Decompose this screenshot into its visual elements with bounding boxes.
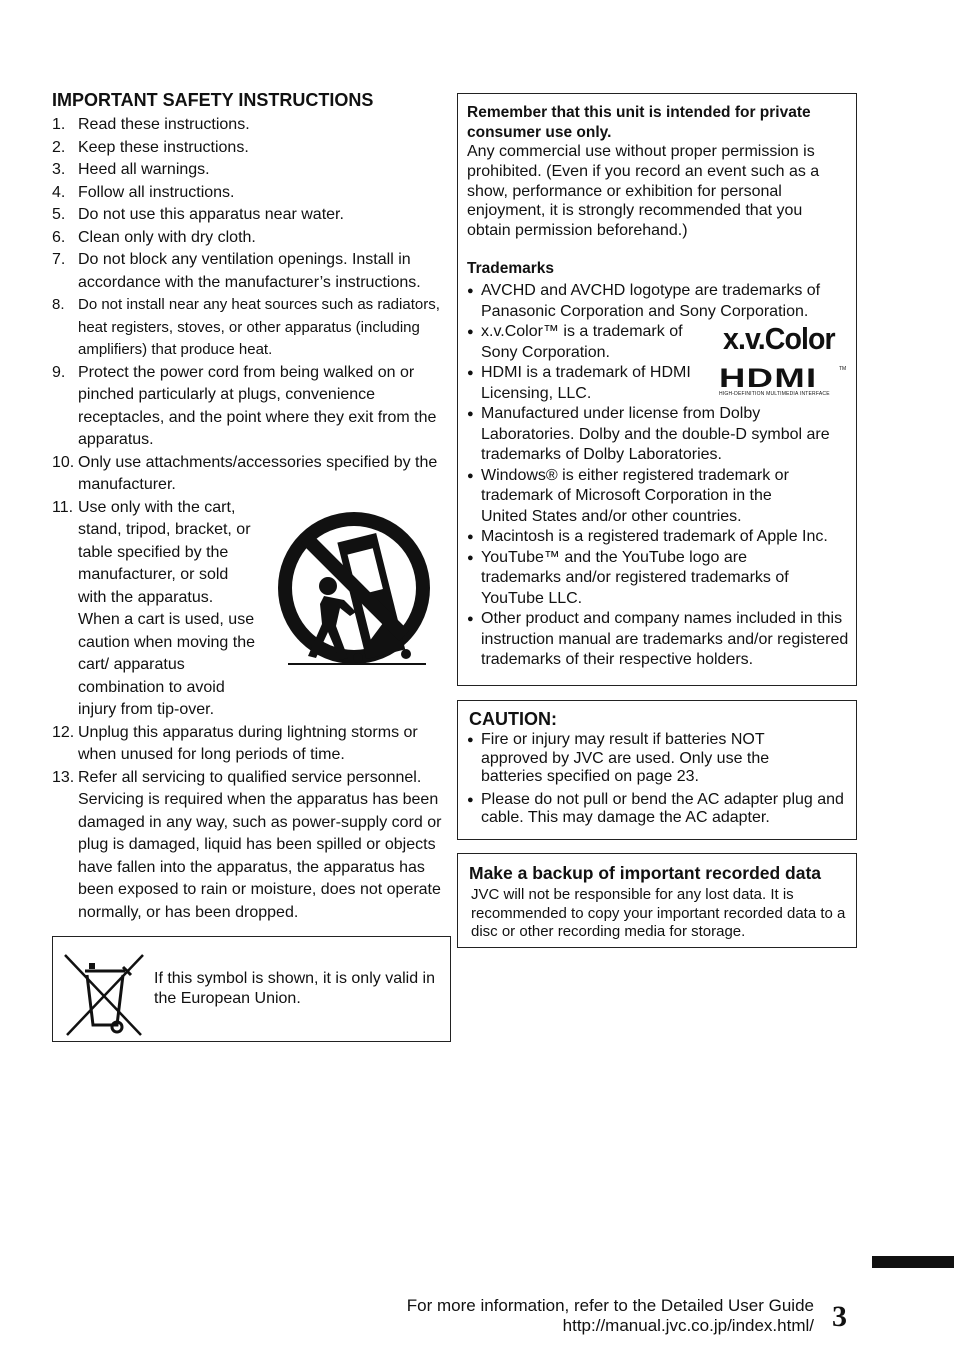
list-item: ● Please do not pull or bend the AC adapter plug and cable. This may damage the AC adapter. bbox=[467, 791, 851, 828]
list-item: ● Other product and company names included in this instruction manual are trademarks and/or registered trademarks of their respective holders. bbox=[467, 609, 853, 671]
cart-tipover-warning-icon bbox=[270, 508, 440, 678]
private-use-trademarks-box bbox=[457, 93, 857, 686]
caution-heading: CAUTION: bbox=[469, 709, 557, 729]
list-item: 2. Keep these instructions. bbox=[52, 138, 249, 156]
section-tab-marker bbox=[872, 1256, 954, 1268]
private-use-heading: Remember that this unit is intended for private consumer use only. bbox=[467, 104, 811, 141]
list-item: 7. Do not block any ventilation openings. Install in accordance with the manufacturer’s instructions. bbox=[52, 251, 421, 291]
hdmi-logo: HDMI TM HIGH-DEFINITION MULTIMEDIA INTERFACE bbox=[719, 363, 847, 397]
caution-box bbox=[457, 700, 857, 840]
footer-guide-line: For more information, refer to the Detailed User Guide bbox=[406, 1296, 814, 1315]
backup-body: JVC will not be responsible for any lost data. It is recommended to copy your important recorded data to a disc or other recording media for storage. bbox=[471, 886, 846, 941]
weee-notice-box bbox=[52, 936, 451, 1042]
list-item: ● Manufactured under license from Dolby Laboratories. Dolby and the double-D symbol are trademarks of Dolby Laboratories. bbox=[467, 404, 855, 466]
trademarks-heading: Trademarks bbox=[467, 260, 555, 277]
caution-list bbox=[467, 731, 847, 828]
list-item: ● Macintosh is a registered trademark of Apple Inc. bbox=[467, 527, 855, 548]
list-item: 11. Use only with the cart, stand, tripod, bracket, or table specified by the manufacturer, or sold with the apparatus. When a cart is used, use caution when moving the cart/ apparatus combination to avoid injury from tip-over. bbox=[52, 498, 255, 718]
list-item: 1. Read these instructions. bbox=[52, 116, 250, 133]
list-item: ● YouTube™ and the YouTube logo are trademarks and/or registered trademarks of YouTube LLC. bbox=[467, 548, 821, 610]
list-item: 12. Unplug this apparatus during lightning storms or when unused for long periods of time. bbox=[52, 723, 418, 763]
page-number: 3 bbox=[832, 1300, 847, 1333]
weee-text: If this symbol is shown, it is only valid in the European Union. bbox=[154, 970, 435, 1007]
xvcolor-logo: x.v.Color bbox=[723, 321, 835, 356]
list-item: 3. Heed all warnings. bbox=[52, 161, 210, 178]
safety-title: IMPORTANT SAFETY INSTRUCTIONS bbox=[52, 90, 374, 110]
crossed-out-wheelie-bin-icon bbox=[59, 945, 149, 1037]
list-item: ● AVCHD and AVCHD logotype are trademarks of Panasonic Corporation and Sony Corporation. bbox=[467, 281, 855, 322]
list-item: 9. Protect the power cord from being walked on or pinched particularly at plugs, convenience receptacles, and the point where they exit from the apparatus. bbox=[52, 363, 437, 448]
list-item: 6. Clean only with dry cloth. bbox=[52, 228, 256, 246]
list-item: ● Fire or injury may result if batteries NOT approved by JVC are used. Only use the batteries specified on page 23. bbox=[467, 731, 821, 787]
list-item: ● Windows® is either registered trademark or trademark of Microsoft Corporation in the United States and/or other countries. bbox=[467, 466, 811, 528]
list-item: ● HDMI is a trademark of HDMI Licensing, LLC. bbox=[467, 363, 709, 404]
list-item: 4. Follow all instructions. bbox=[52, 183, 235, 201]
list-item: 5. Do not use this apparatus near water. bbox=[52, 206, 344, 223]
list-item: 13. Refer all servicing to qualified service personnel. Servicing is required when the apparatus has been damaged in any way, such as power-supply cord or plug is damaged, liquid has been spilled or objects have fallen into the apparatus, the apparatus has been exposed to rain or moisture, does not operate normally, or has been dropped. bbox=[52, 768, 442, 921]
list-item: 8. Do not install near any heat sources such as radiators, heat registers, stoves, or other apparatus (including amplifiers) that produce heat. bbox=[52, 296, 440, 358]
private-use-body: Any commercial use without proper permission is prohibited. (Even if you record an event such as a show, performance or exhibition for personal enjoyment, it is strongly recommended that you obtain permission beforehand.) bbox=[467, 143, 820, 240]
list-item: ● x.v.Color™ is a trademark of Sony Corporation. bbox=[467, 322, 697, 363]
backup-box bbox=[457, 853, 857, 948]
backup-heading: Make a backup of important recorded data bbox=[469, 863, 822, 883]
footer-url: http://manual.jvc.co.jp/index.html/ bbox=[562, 1316, 814, 1335]
list-item: 10. Only use attachments/accessories specified by the manufacturer. bbox=[52, 453, 438, 493]
